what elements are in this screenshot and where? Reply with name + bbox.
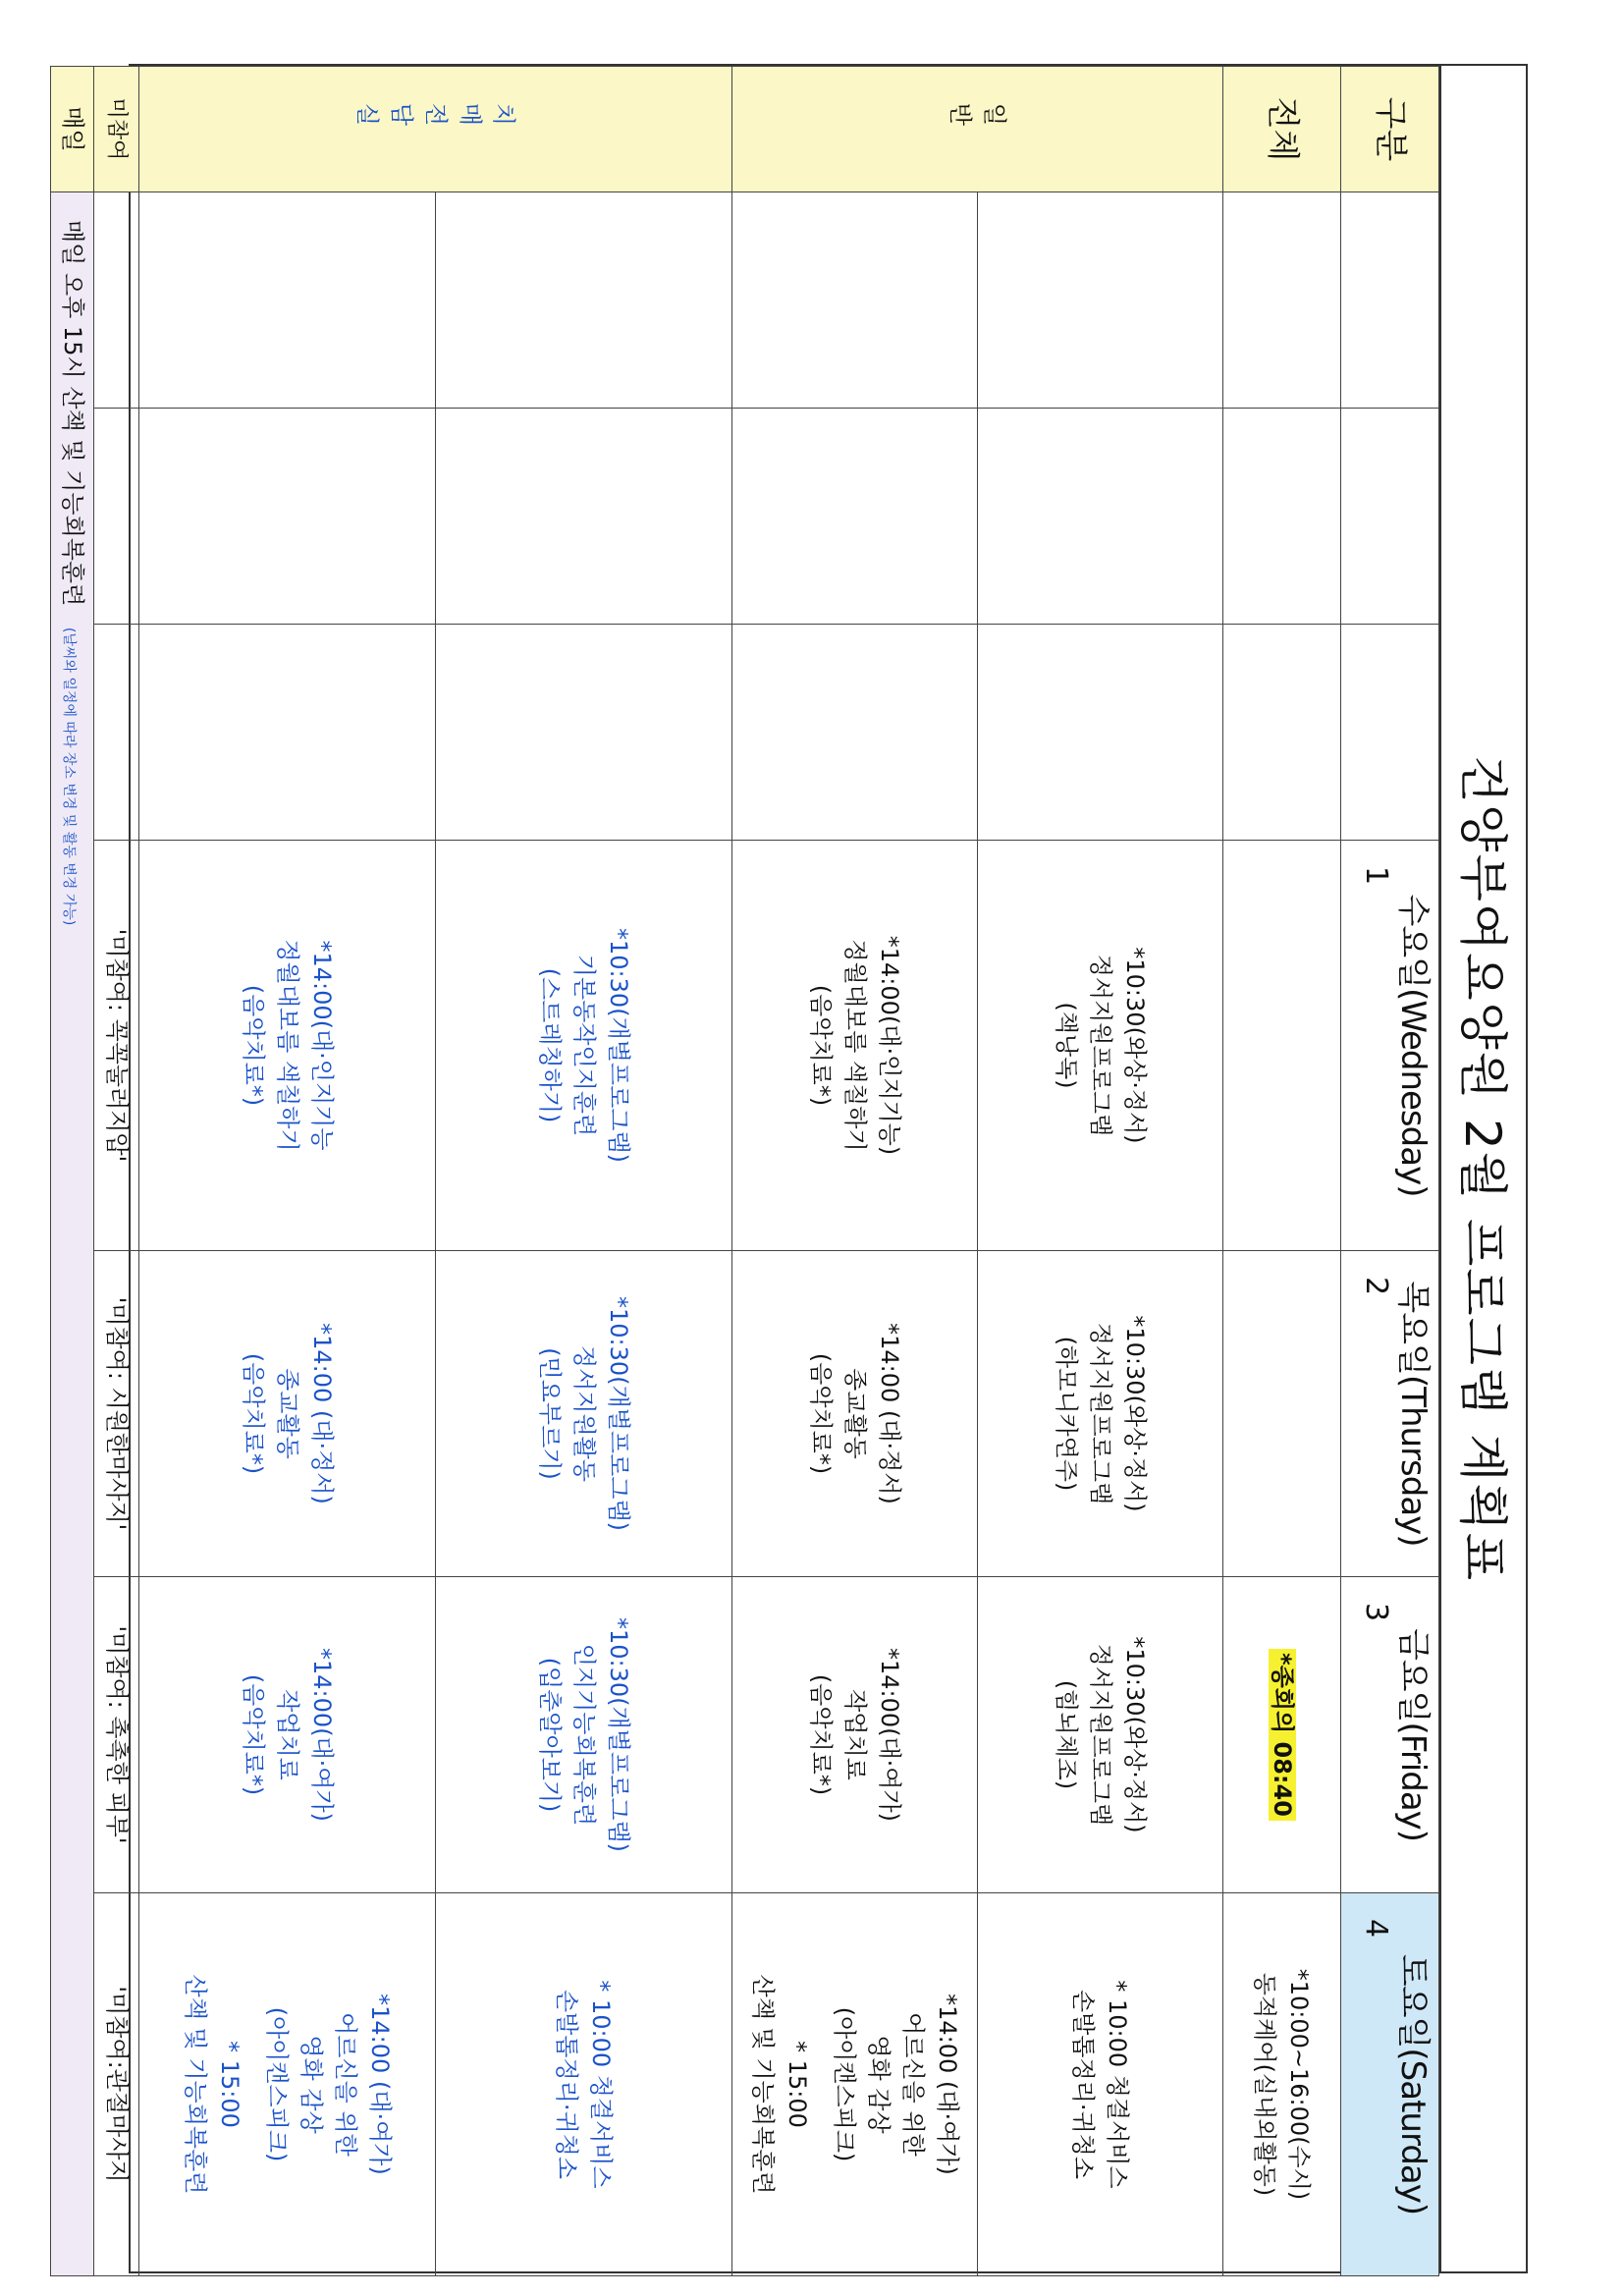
row-dementia-am [436, 67, 732, 2276]
cell-line: *14:00 (대·정서) [875, 1323, 903, 1504]
cell-line: (음악치료*) [807, 984, 836, 1107]
cell-line: 어르신을 위한 [332, 2012, 360, 2157]
cell-dementia-pm-wed [139, 841, 436, 1251]
cell-line: 동적케어(실내외활동) [1251, 1972, 1279, 2197]
cell-line: * 15:00 [783, 2041, 811, 2128]
cell-nonpart-sat: '미참여:관절마사지 [94, 1893, 139, 2276]
empty-cell [732, 192, 978, 409]
cell-line: *10:30(와상·정서) [1120, 1315, 1149, 1512]
empty-cell [978, 625, 1223, 841]
cell-line: 종교활동 [273, 1368, 301, 1459]
row-general-am [978, 67, 1223, 2276]
cell-general-am-thu [978, 1251, 1223, 1577]
cell-line: *14:00(대·여가) [875, 1647, 903, 1823]
cell-line: (음악치료*) [240, 984, 268, 1107]
cell-general-am-fri [978, 1577, 1223, 1893]
day-number: 3 [1359, 1603, 1393, 1622]
meeting-highlight: *종회의 08:40 [1269, 1649, 1296, 1821]
row-label-daily: 매일 [51, 67, 94, 192]
row-label-all: 전체 [1223, 67, 1341, 192]
day-header-fri [1341, 1577, 1439, 1893]
cell-general-pm-fri [732, 1577, 978, 1893]
cell-dementia-pm-fri [139, 1577, 436, 1893]
cell-general-pm-wed [732, 841, 978, 1251]
cell-line: (스트레칭하기) [536, 967, 565, 1123]
cell-line: *10:30(와상·정서) [1120, 947, 1149, 1144]
cell-line: 영화 감상 [298, 2035, 326, 2134]
empty-cell [436, 409, 732, 625]
cell-line: (음악치료*) [807, 1352, 836, 1475]
cell-dementia-am-wed [436, 841, 732, 1251]
row-label-nonparticipant: 미참여 [94, 67, 139, 192]
cell-dementia-pm-sat [139, 1893, 436, 2276]
cell-line: 정월대보름 색칠하기 [273, 939, 301, 1152]
cell-line: *14:00 (대·여가) [933, 1994, 961, 2175]
cell-line: * 10:00 청결서비스 [1104, 1980, 1132, 2189]
cell-line: (아이캔스피크) [263, 2006, 292, 2162]
empty-cell [732, 625, 978, 841]
empty-header-cell [1341, 192, 1439, 409]
cell-line: *10:30(개별프로그램) [604, 1617, 632, 1852]
cell-line: *14:00(대·인지기능) [875, 935, 903, 1156]
day-header-sat [1341, 1893, 1439, 2276]
cell-line: *14:00 (대·정서) [307, 1323, 336, 1504]
cell-dementia-pm-thu [139, 1251, 436, 1577]
cell-line: 산책 및 기능회복훈련 [181, 1974, 209, 2195]
cell-all-sat [1223, 1893, 1341, 2276]
page-title: 건양부여요양원 2월 프로그램 계획표 [1439, 66, 1526, 2271]
day-header-thu [1341, 1251, 1439, 1577]
empty-cell [1223, 192, 1341, 409]
empty-cell [139, 625, 436, 841]
row-dementia-pm [139, 67, 436, 2276]
header-row [1341, 67, 1439, 2276]
cell-line: (음악치료*) [807, 1673, 836, 1796]
cell-line: *10:00~16:00(수시) [1285, 1968, 1314, 2201]
day-header-wed [1341, 841, 1439, 1251]
cell-general-pm-thu [732, 1251, 978, 1577]
cell-line: 종교활동 [840, 1368, 869, 1459]
cell-line: *10:30(개별프로그램) [604, 928, 632, 1163]
cell-line: (책낭독) [1053, 1002, 1081, 1089]
daily-text: 매일 오후 15시 산책 및 기능회복훈련 [58, 220, 86, 607]
cell-line: (하모니카연주) [1053, 1336, 1081, 1492]
cell-line: 산책 및 기능회복훈련 [748, 1974, 777, 2195]
cell-line: * 15:00 [215, 2041, 243, 2128]
cell-line: 어르신을 위한 [899, 2012, 928, 2157]
schedule-table [50, 66, 1439, 2276]
empty-header-cell [1341, 409, 1439, 625]
category-header: 구분 [1341, 67, 1439, 192]
day-number: 4 [1359, 1919, 1393, 1939]
cell-line: 손발톱정리·귀청소 [1069, 1989, 1098, 2180]
empty-cell [139, 192, 436, 409]
row-all [1223, 67, 1341, 2276]
empty-cell [1223, 409, 1341, 625]
empty-cell [436, 625, 732, 841]
cell-line: (음악치료*) [240, 1673, 268, 1796]
cell-line: 정서지원프로그램 [1086, 1643, 1114, 1827]
cell-line: *14:00 (대·여가) [365, 1994, 394, 2175]
empty-cell [978, 192, 1223, 409]
day-name: 목요일(Thursday) [1393, 1281, 1433, 1547]
cell-line: 정월대보름 색칠하기 [840, 939, 869, 1152]
cell-nonpart-thu: '미참여: 시원한마사지' [94, 1251, 139, 1577]
empty-cell [1223, 1251, 1341, 1577]
cell-line: 정서지원활동 [569, 1344, 598, 1483]
cell-line: *10:30(와상·정서) [1120, 1636, 1149, 1833]
cell-line: (힘뇌체조) [1053, 1679, 1081, 1790]
empty-cell [978, 409, 1223, 625]
cell-line: 작업치료 [273, 1689, 301, 1780]
cell-dementia-am-sat [436, 1893, 732, 2276]
empty-cell [436, 192, 732, 409]
cell-line: * 10:00 청결서비스 [587, 1980, 616, 2189]
empty-cell [94, 409, 139, 625]
cell-line: 인지기능회복훈련 [569, 1643, 598, 1827]
empty-cell [139, 409, 436, 625]
cell-dementia-am-thu [436, 1251, 732, 1577]
cell-general-am-sat [978, 1893, 1223, 2276]
day-number: 2 [1359, 1277, 1393, 1296]
cell-general-pm-sat [732, 1893, 978, 2276]
empty-cell [1223, 625, 1341, 841]
daily-footnote: (날씨와 일정에 따라 장소 변경 및 활동 변경 가능) [60, 627, 77, 926]
row-general-pm [732, 67, 978, 2276]
cell-all-fri [1223, 1577, 1341, 1893]
row-nonparticipant [94, 67, 139, 2276]
row-daily [51, 67, 94, 2276]
cell-general-am-wed [978, 841, 1223, 1251]
cell-line: (민요부르기) [536, 1347, 565, 1480]
empty-cell [94, 192, 139, 409]
empty-cell [94, 625, 139, 841]
schedule-sheet [58, 64, 1528, 2273]
cell-line: 정서지원프로그램 [1086, 1322, 1114, 1505]
cell-line: *10:30(개별프로그램) [604, 1296, 632, 1531]
empty-cell [1223, 841, 1341, 1251]
cell-line: (입춘알아보기) [536, 1657, 565, 1813]
cell-line: 기본동작인지훈련 [569, 954, 598, 1137]
day-name: 수요일(Wednesday) [1393, 894, 1433, 1197]
day-number: 1 [1359, 866, 1393, 886]
cell-line: *14:00(대·여가) [307, 1647, 336, 1823]
day-name: 토요일(Saturday) [1393, 1953, 1433, 2215]
cell-nonpart-fri: '미참여: 촉촉한 피부' [94, 1577, 139, 1893]
empty-header-cell [1341, 625, 1439, 841]
cell-line: 영화 감상 [865, 2035, 893, 2134]
cell-line: *14:00(대·인지기능 [307, 940, 336, 1151]
row-label-dementia: 치 매 전 담 실 [139, 67, 732, 192]
cell-line: (아이캔스피크) [831, 2006, 859, 2162]
day-name: 금요일(Friday) [1393, 1627, 1433, 1842]
row-label-general: 일 반 [732, 67, 1223, 192]
daily-note-cell [51, 192, 94, 2276]
cell-line: 손발톱정리·귀청소 [553, 1989, 581, 2180]
cell-nonpart-wed: '미참여: 꼭꼭눌러지압' [94, 841, 139, 1251]
cell-line: 작업치료 [840, 1689, 869, 1780]
cell-dementia-am-fri [436, 1577, 732, 1893]
cell-line: 정서지원프로그램 [1086, 954, 1114, 1137]
cell-line: (음악치료*) [240, 1352, 268, 1475]
empty-cell [732, 409, 978, 625]
